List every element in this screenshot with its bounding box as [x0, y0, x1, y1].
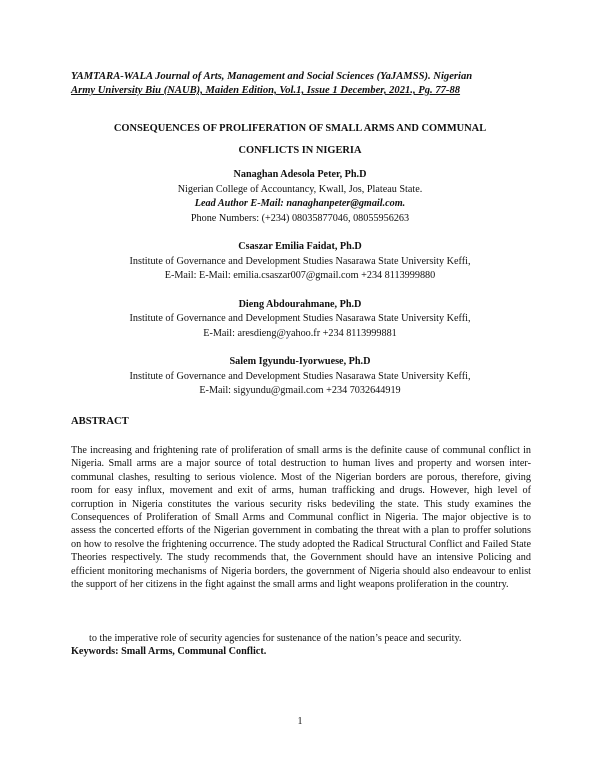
author-affiliation: Institute of Governance and Development Studies Nasarawa State University Keffi,: [129, 370, 471, 382]
title-line-2: CONFLICTS IN NIGERIA: [238, 145, 362, 156]
author-block: [60, 298, 540, 342]
author-block: [60, 240, 540, 284]
keywords: Keywords: Small Arms, Communal Conflict.: [71, 646, 267, 657]
author-contact: E-Mail: sigyundu@gmail.com +234 7032644919: [199, 385, 401, 396]
author-affiliation: Nigerian College of Accountancy, Kwall, Jos, Plateau State.: [177, 183, 423, 195]
author-name: Salem Igyundu-Iyorwuese, Ph.D: [229, 356, 371, 367]
author-affiliation: Institute of Governance and Development Studies Nasarawa State University Keffi,: [129, 313, 471, 324]
author-affiliation: Institute of Governance and Development Studies Nasarawa State University Keffi,: [129, 255, 471, 267]
author-block: [60, 168, 540, 226]
author-contact: E-Mail: E-Mail: emilia.csaszar007@gmail.com +234 8113999880: [164, 270, 436, 281]
author-phones: Phone Numbers: (+234) 08035877046, 08055956263: [190, 212, 410, 224]
abstract-body: The increasing and frightening rate of proliferation of small arms is the definite cause of communal conflict in Nigeria. Small arms are a major source of total destruction to human lives and property and worsen inter-communal clashes, resulting to serious violence. Most of the Nigerian borders are porous, therefore, giving room for easy influx, movement and exit of arms, human trafficking and drugs. However, high level of corruption in Nigeria constitutes the various security risks bedeviling the state. This study examines the Consequences of Proliferation of Small Arms and Communal conflict in Nigeria. The major objective is to assess the concerted efforts of the Nigerian government in combating the threat with a plan to proffer solutions on how to resolve the frightening occurrence. The study adopted the Radical Structural Conflict and Failed State Theories respectively. The study recommends that, the Government should have an intensive Policing and efficient monitoring mechanisms of Nigeria borders, the government of Nigeria should also endeavour to enlist the support of her citizens in the fight against the small arms and light weapons proliferation in the country.: [71, 445, 531, 591]
author-contact: E-Mail: aresdieng@yahoo.fr +234 8113999881: [203, 327, 397, 339]
journal-line-2: Army University Biu (NAUB), Maiden Edition, Vol.1, Issue 1 December, 2021., Pg. 77-88: [71, 85, 461, 96]
paper-title: [70, 118, 530, 162]
lead-author-email: Lead Author E-Mail: nanaghanpeter@gmail.com.: [194, 198, 406, 209]
author-block: [60, 355, 540, 399]
title-line-1: CONSEQUENCES OF PROLIFERATION OF SMALL ARMS AND COMMUNAL: [113, 123, 487, 134]
page-number: 1: [297, 716, 303, 727]
author-name: Nanaghan Adesola Peter, Ph.D: [233, 169, 367, 180]
author-list: [60, 168, 540, 413]
journal-citation: [71, 70, 536, 98]
journal-line-1: YAMTARA-WALA Journal of Arts, Management and Social Sciences (YaJAMSS). Nigerian: [71, 71, 473, 82]
author-name: Dieng Abdourahmane, Ph.D: [238, 298, 362, 310]
abstract-heading: ABSTRACT: [71, 416, 129, 427]
abstract-trailing-line: to the imperative role of security agencies for sustenance of the nation’s peace and security.: [89, 633, 462, 644]
author-name: Csaszar Emilia Faidat, Ph.D: [238, 241, 362, 252]
